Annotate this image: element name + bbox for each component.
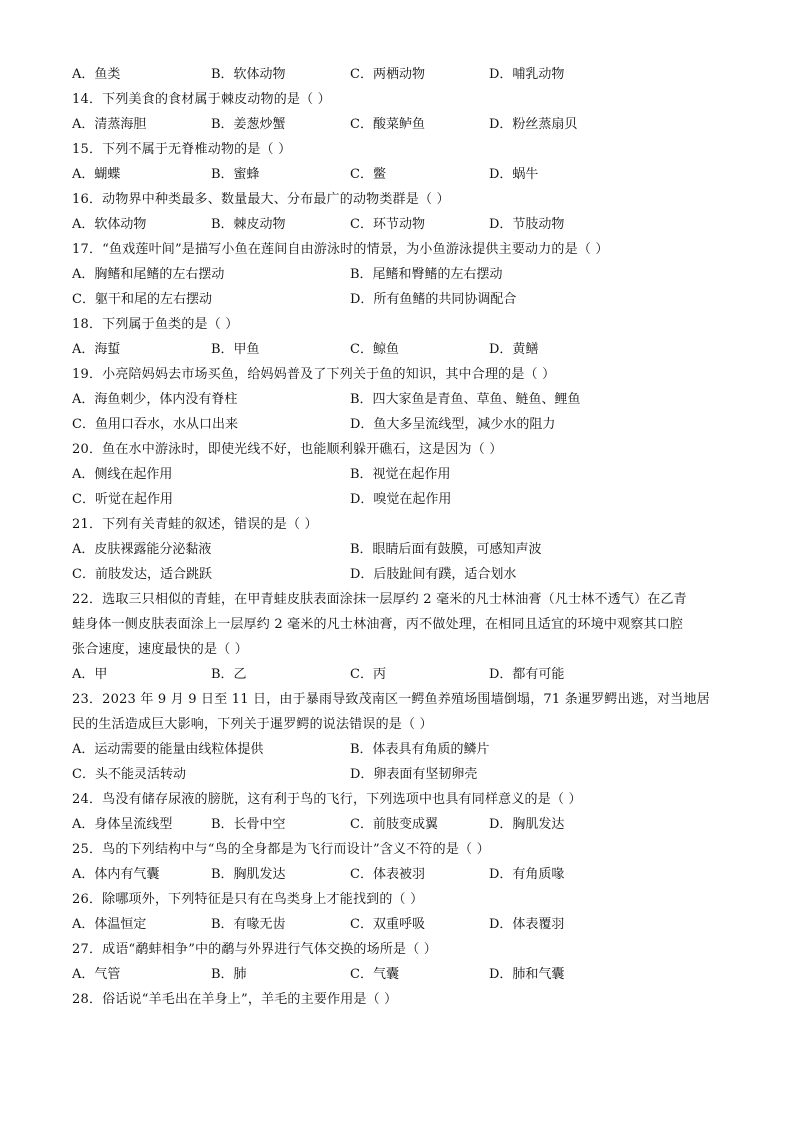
answer-option: D．嗅觉在起作用: [350, 492, 452, 507]
answer-option: A．体温恒定: [72, 917, 147, 932]
answer-options-row: [72, 337, 732, 362]
answer-options-row: [72, 62, 732, 87]
question-text: 18．下列属于鱼类的是（ ）: [72, 317, 239, 332]
answer-options-row: [72, 912, 732, 937]
answer-option: B．甲鱼: [211, 342, 260, 357]
answer-option: C．酸菜鲈鱼: [350, 117, 425, 132]
answer-option: C．体表被羽: [350, 867, 425, 882]
answer-option: D．肺和气囊: [489, 967, 565, 982]
answer-option: A．运动需要的能量由线粒体提供: [72, 742, 264, 757]
answer-option: B．蜜蜂: [211, 167, 260, 182]
answer-option: C．环节动物: [350, 217, 425, 232]
question-text: 20．鱼在水中游泳时，即使光线不好，也能顺利躲开礁石，这是因为（ ）: [72, 442, 503, 457]
answer-option: D．鱼大多呈流线型，减少水的阻力: [350, 417, 556, 432]
answer-option: B．眼睛后面有鼓膜，可感知声波: [350, 542, 542, 557]
answer-option: D．哺乳动物: [489, 67, 565, 82]
answer-option: B．肺: [211, 967, 247, 982]
answer-option: B．体表具有角质的鳞片: [350, 742, 490, 757]
question-text: 民的生活造成巨大影响，下列关于暹罗鳄的说法错误的是（ ）: [72, 717, 433, 732]
answer-option: A．蝴蝶: [72, 167, 121, 182]
answer-option: A．胸鳍和尾鳍的左右摆动: [72, 267, 225, 282]
answer-option: D．节肢动物: [489, 217, 565, 232]
exam-page: [72, 62, 732, 1012]
answer-options-row: [72, 387, 732, 412]
answer-option: C．前肢发达，适合跳跃: [72, 567, 212, 582]
question-text: 19．小亮陪妈妈去市场买鱼，给妈妈普及了下列关于鱼的知识，其中合理的是（ ）: [72, 367, 556, 382]
answer-option: A．软体动物: [72, 217, 147, 232]
answer-option: C．听觉在起作用: [72, 492, 173, 507]
question-text: 17．“鱼戏莲叶间”是描写小鱼在莲间自由游泳时的情景，为小鱼游泳提供主要动力的是（ ）: [72, 242, 609, 257]
answer-option: B．姜葱炒蟹: [211, 117, 286, 132]
answer-option: D．体表覆羽: [489, 917, 565, 932]
answer-options-row: [72, 212, 732, 237]
answer-option: A．气管: [72, 967, 121, 982]
question-text: 23．2023 年 9 月 9 日至 11 日，由于暴雨导致茂南区一鳄鱼养殖场围墙倒塌，71 条暹罗鳄出逃，对当地居: [72, 692, 710, 707]
answer-option: C．鲸鱼: [350, 342, 399, 357]
answer-option: D．都有可能: [489, 667, 565, 682]
answer-option: B．视觉在起作用: [350, 467, 451, 482]
answer-option: B．胸肌发达: [211, 867, 286, 882]
answer-option: D．黄鳝: [489, 342, 539, 357]
answer-option: A．鱼类: [72, 67, 121, 82]
answer-option: D．胸肌发达: [489, 817, 565, 832]
answer-options-row: [72, 412, 732, 437]
question-text: 蛙身体一侧皮肤表面涂上一层厚约 2 毫米的凡士林油膏，丙不做处理，在相同且适宜的环境中观察其口腔: [72, 617, 684, 632]
answer-option: C．双重呼吸: [350, 917, 425, 932]
answer-option: D．有角质喙: [489, 867, 565, 882]
answer-option: C．前肢变成翼: [350, 817, 438, 832]
answer-option: B．尾鳍和臀鳍的左右摆动: [350, 267, 503, 282]
answer-options-row: [72, 562, 732, 587]
answer-option: A．身体呈流线型: [72, 817, 173, 832]
answer-option: C．鳖: [350, 167, 386, 182]
answer-option: B．乙: [211, 667, 247, 682]
answer-option: C．头不能灵活转动: [72, 767, 186, 782]
question-text: 24．鸟没有储存尿液的膀胱，这有利于鸟的飞行，下列选项中也具有同样意义的是（ ）: [72, 792, 582, 807]
answer-option: D．粉丝蒸扇贝: [489, 117, 578, 132]
answer-option: B．长骨中空: [211, 817, 286, 832]
answer-options-row: [72, 962, 732, 987]
answer-option: A．甲: [72, 667, 108, 682]
answer-option: B．有喙无齿: [211, 917, 286, 932]
question-text: 27．成语“鹬蚌相争”中的鹬与外界进行气体交换的场所是（ ）: [72, 942, 437, 957]
question-text: 22．选取三只相似的青蛙，在甲青蛙皮肤表面涂抹一层厚约 2 毫米的凡士林油膏（凡士林不透气）在乙青: [72, 592, 687, 607]
answer-option: A．皮肤裸露能分泌黏液: [72, 542, 212, 557]
answer-options-row: [72, 462, 732, 487]
answer-options-row: [72, 112, 732, 137]
answer-option: C．鱼用口吞水，水从口出来: [72, 417, 238, 432]
answer-option: B．棘皮动物: [211, 217, 286, 232]
answer-options-row: [72, 862, 732, 887]
question-text: 张合速度，速度最快的是（ ）: [72, 642, 248, 657]
answer-option: D．所有鱼鳍的共同协调配合: [350, 292, 517, 307]
answer-option: B．软体动物: [211, 67, 286, 82]
answer-options-row: [72, 812, 732, 837]
answer-option: A．体内有气囊: [72, 867, 160, 882]
answer-option: A．侧线在起作用: [72, 467, 173, 482]
answer-options-row: [72, 762, 732, 787]
question-text: 16．动物界中种类最多、数量最大、分布最广的动物类群是（ ）: [72, 192, 450, 207]
question-text: 25．鸟的下列结构中与“鸟的全身都是为飞行而设计”含义不符的是（ ）: [72, 842, 490, 857]
answer-option: D．卵表面有坚韧卵壳: [350, 767, 478, 782]
answer-option: C．两栖动物: [350, 67, 425, 82]
answer-options-row: [72, 262, 732, 287]
answer-options-row: [72, 162, 732, 187]
answer-option: A．海鱼刺少，体内没有脊柱: [72, 392, 238, 407]
answer-options-row: [72, 487, 732, 512]
answer-option: C．丙: [350, 667, 386, 682]
answer-option: D．后肢趾间有蹼，适合划水: [350, 567, 517, 582]
question-text: 28．俗话说“羊毛出在羊身上”，羊毛的主要作用是（ ）: [72, 992, 398, 1007]
question-text: 15．下列不属于无脊椎动物的是（ ）: [72, 142, 292, 157]
question-text: 14．下列美食的食材属于棘皮动物的是（ ）: [72, 92, 331, 107]
question-text: 21．下列有关青蛙的叙述，错误的是（ ）: [72, 517, 318, 532]
answer-option: B．四大家鱼是青鱼、草鱼、鲢鱼、鲤鱼: [350, 392, 581, 407]
answer-option: A．海蜇: [72, 342, 121, 357]
answer-options-row: [72, 287, 732, 312]
answer-options-row: [72, 737, 732, 762]
answer-option: C．气囊: [350, 967, 399, 982]
answer-option: C．躯干和尾的左右摆动: [72, 292, 212, 307]
answer-option: A．清蒸海胆: [72, 117, 147, 132]
answer-options-row: [72, 537, 732, 562]
answer-option: D．蜗牛: [489, 167, 539, 182]
answer-options-row: [72, 662, 732, 687]
question-text: 26．除哪项外，下列特征是只有在鸟类身上才能找到的（ ）: [72, 892, 424, 907]
